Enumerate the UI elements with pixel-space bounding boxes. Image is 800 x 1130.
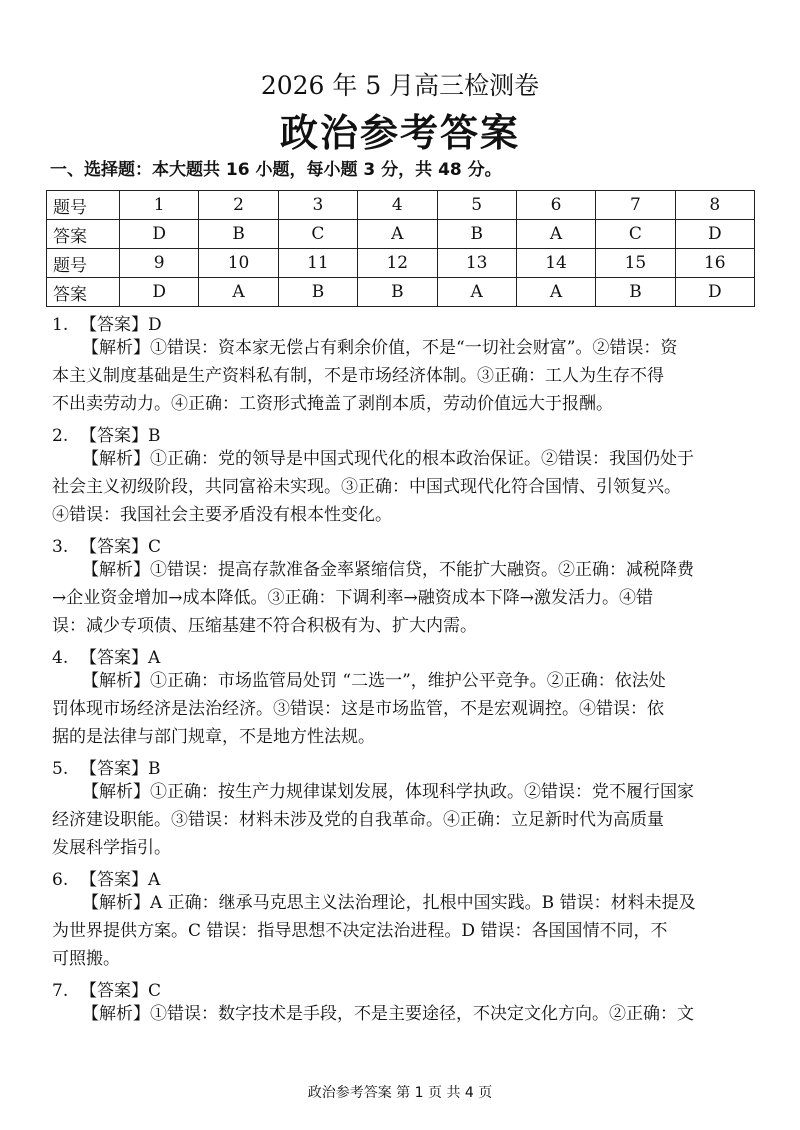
question-number-cell: 13 bbox=[437, 249, 516, 278]
question-number-cell: 1 bbox=[120, 191, 199, 220]
question-answer-line bbox=[52, 532, 161, 557]
answer-cell: B bbox=[358, 278, 437, 307]
question-number-cell: 2 bbox=[199, 191, 278, 220]
exam-subtitle: 2026 年 5 月高三检测卷 bbox=[260, 71, 540, 100]
table-row bbox=[47, 278, 755, 307]
question-number: 3. bbox=[52, 537, 69, 557]
explanation-block bbox=[52, 1000, 752, 1028]
explanation-line: →企业资金增加→成本降低。③正确：下调利率→融资成本下降→激发活力。④错 bbox=[52, 588, 653, 608]
page-footer: 政治参考答案 第 1 页 共 4 页 bbox=[307, 1085, 493, 1101]
answer-cell: B bbox=[437, 220, 516, 249]
explanation-line: 为世界提供方案。C 错误：指导思想不决定法治进程。D 错误：各国国情不同，不 bbox=[52, 921, 668, 941]
explanation-line: 【解析】①错误：数字技术是手段，不是主要途径，不决定文化方向。②正确：文 bbox=[82, 1004, 694, 1024]
explanation-line: 【解析】①正确：市场监管局处罚 “二选一”，维护公平竞争。②正确：依法处 bbox=[82, 671, 666, 691]
answer-label: 【答案】B bbox=[80, 759, 161, 779]
question-answer-line bbox=[52, 754, 161, 779]
section-heading: 一、选择题：本大题共 16 小题，每小题 3 分，共 48 分。 bbox=[50, 160, 502, 180]
question-number-cell: 15 bbox=[596, 249, 675, 278]
table-row bbox=[47, 191, 755, 220]
answer-label: 【答案】C bbox=[80, 981, 162, 1001]
question-number-cell: 12 bbox=[358, 249, 437, 278]
answer-cell: C bbox=[278, 220, 357, 249]
question-number: 6. bbox=[52, 870, 69, 890]
answer-cell: B bbox=[278, 278, 357, 307]
explanation-line: 【解析】①错误：资本家无偿占有剩余价值，不是“一切社会财富”。②错误：资 bbox=[82, 338, 678, 358]
explanation-block bbox=[52, 556, 752, 640]
answer-cell: A bbox=[199, 278, 278, 307]
explanation-line: ④错误：我国社会主要矛盾没有根本性变化。 bbox=[52, 505, 392, 525]
answer-cell: A bbox=[516, 278, 595, 307]
table-label-cell: 答案 bbox=[47, 278, 120, 307]
explanation-block bbox=[52, 667, 752, 751]
answer-label: 【答案】B bbox=[80, 426, 161, 446]
explanation-line: 可照搬。 bbox=[52, 949, 120, 969]
explanation-block bbox=[52, 889, 752, 973]
table-label-cell: 题号 bbox=[47, 191, 120, 220]
explanation-line: 经济建设职能。③错误：材料未涉及党的自我革命。④正确：立足新时代为高质量 bbox=[52, 810, 664, 830]
answer-label: 【答案】A bbox=[80, 870, 161, 890]
answer-table bbox=[46, 190, 755, 307]
table-label-cell: 题号 bbox=[47, 249, 120, 278]
table-row bbox=[47, 220, 755, 249]
question-number: 7. bbox=[52, 981, 69, 1001]
question-number: 2. bbox=[52, 426, 69, 446]
question-answer-line bbox=[52, 643, 160, 668]
question-number-cell: 4 bbox=[358, 191, 437, 220]
explanation-line: 发展科学指引。 bbox=[52, 838, 171, 858]
explanation-line: 据的是法律与部门规章，不是地方性法规。 bbox=[52, 727, 375, 747]
explanation-line: 【解析】①错误：提高存款准备金率紧缩信贷，不能扩大融资。②正确：减税降费 bbox=[82, 560, 694, 580]
question-number-cell: 5 bbox=[437, 191, 516, 220]
question-number: 4. bbox=[52, 648, 69, 668]
question-number-cell: 6 bbox=[516, 191, 595, 220]
question-answer-line bbox=[52, 310, 162, 335]
explanation-line: 罚体现市场经济是法治经济。③错误：这是市场监管，不是宏观调控。④错误：依 bbox=[52, 699, 664, 719]
table-label-cell: 答案 bbox=[47, 220, 120, 249]
question-number: 5. bbox=[52, 759, 69, 779]
answer-cell: A bbox=[358, 220, 437, 249]
answer-cell: B bbox=[199, 220, 278, 249]
answer-label: 【答案】D bbox=[80, 315, 162, 335]
answer-cell: B bbox=[596, 278, 675, 307]
question-number-cell: 14 bbox=[516, 249, 595, 278]
question-number-cell: 8 bbox=[675, 191, 754, 220]
explanation-line: 社会主义初级阶段，共同富裕未实现。③正确：中国式现代化符合国情、引领复兴。 bbox=[52, 477, 681, 497]
answer-cell: C bbox=[596, 220, 675, 249]
answer-cell: D bbox=[675, 278, 754, 307]
answer-cell: D bbox=[675, 220, 754, 249]
question-answer-line bbox=[52, 976, 161, 1001]
answer-cell: A bbox=[437, 278, 516, 307]
page-title: 政治参考答案 bbox=[279, 111, 520, 155]
explanation-line: 不出卖劳动力。④正确：工资形式掩盖了剥削本质，劳动价值远大于报酬。 bbox=[52, 394, 613, 414]
question-number-cell: 9 bbox=[120, 249, 199, 278]
explanation-block bbox=[52, 445, 752, 529]
explanation-line: 误：减少专项债、压缩基建不符合积极有为、扩大内需。 bbox=[52, 616, 477, 636]
question-number-cell: 7 bbox=[596, 191, 675, 220]
answer-cell: D bbox=[120, 278, 199, 307]
explanation-block bbox=[52, 778, 752, 862]
question-number-cell: 3 bbox=[278, 191, 357, 220]
question-number-cell: 11 bbox=[278, 249, 357, 278]
explanation-line: 【解析】①正确：按生产力规律谋划发展，体现科学执政。②错误：党不履行国家 bbox=[82, 782, 694, 802]
explanation-line: 【解析】A 正确：继承马克思主义法治理论，扎根中国实践。B 错误：材料未提及 bbox=[82, 893, 696, 913]
explanation-block bbox=[52, 334, 752, 418]
question-number-cell: 16 bbox=[675, 249, 754, 278]
question-answer-line bbox=[52, 421, 161, 446]
answer-cell: D bbox=[120, 220, 199, 249]
answer-label: 【答案】C bbox=[80, 537, 162, 557]
question-answer-line bbox=[52, 865, 160, 890]
explanation-line: 本主义制度基础是生产资料私有制，不是市场经济体制。③正确：工人为生存不得 bbox=[52, 366, 664, 386]
answer-label: 【答案】A bbox=[80, 648, 161, 668]
explanation-line: 【解析】①正确：党的领导是中国式现代化的根本政治保证。②错误：我国仍处于 bbox=[82, 449, 694, 469]
question-number: 1. bbox=[52, 315, 69, 335]
answer-cell: A bbox=[516, 220, 595, 249]
question-number-cell: 10 bbox=[199, 249, 278, 278]
table-row bbox=[47, 249, 755, 278]
